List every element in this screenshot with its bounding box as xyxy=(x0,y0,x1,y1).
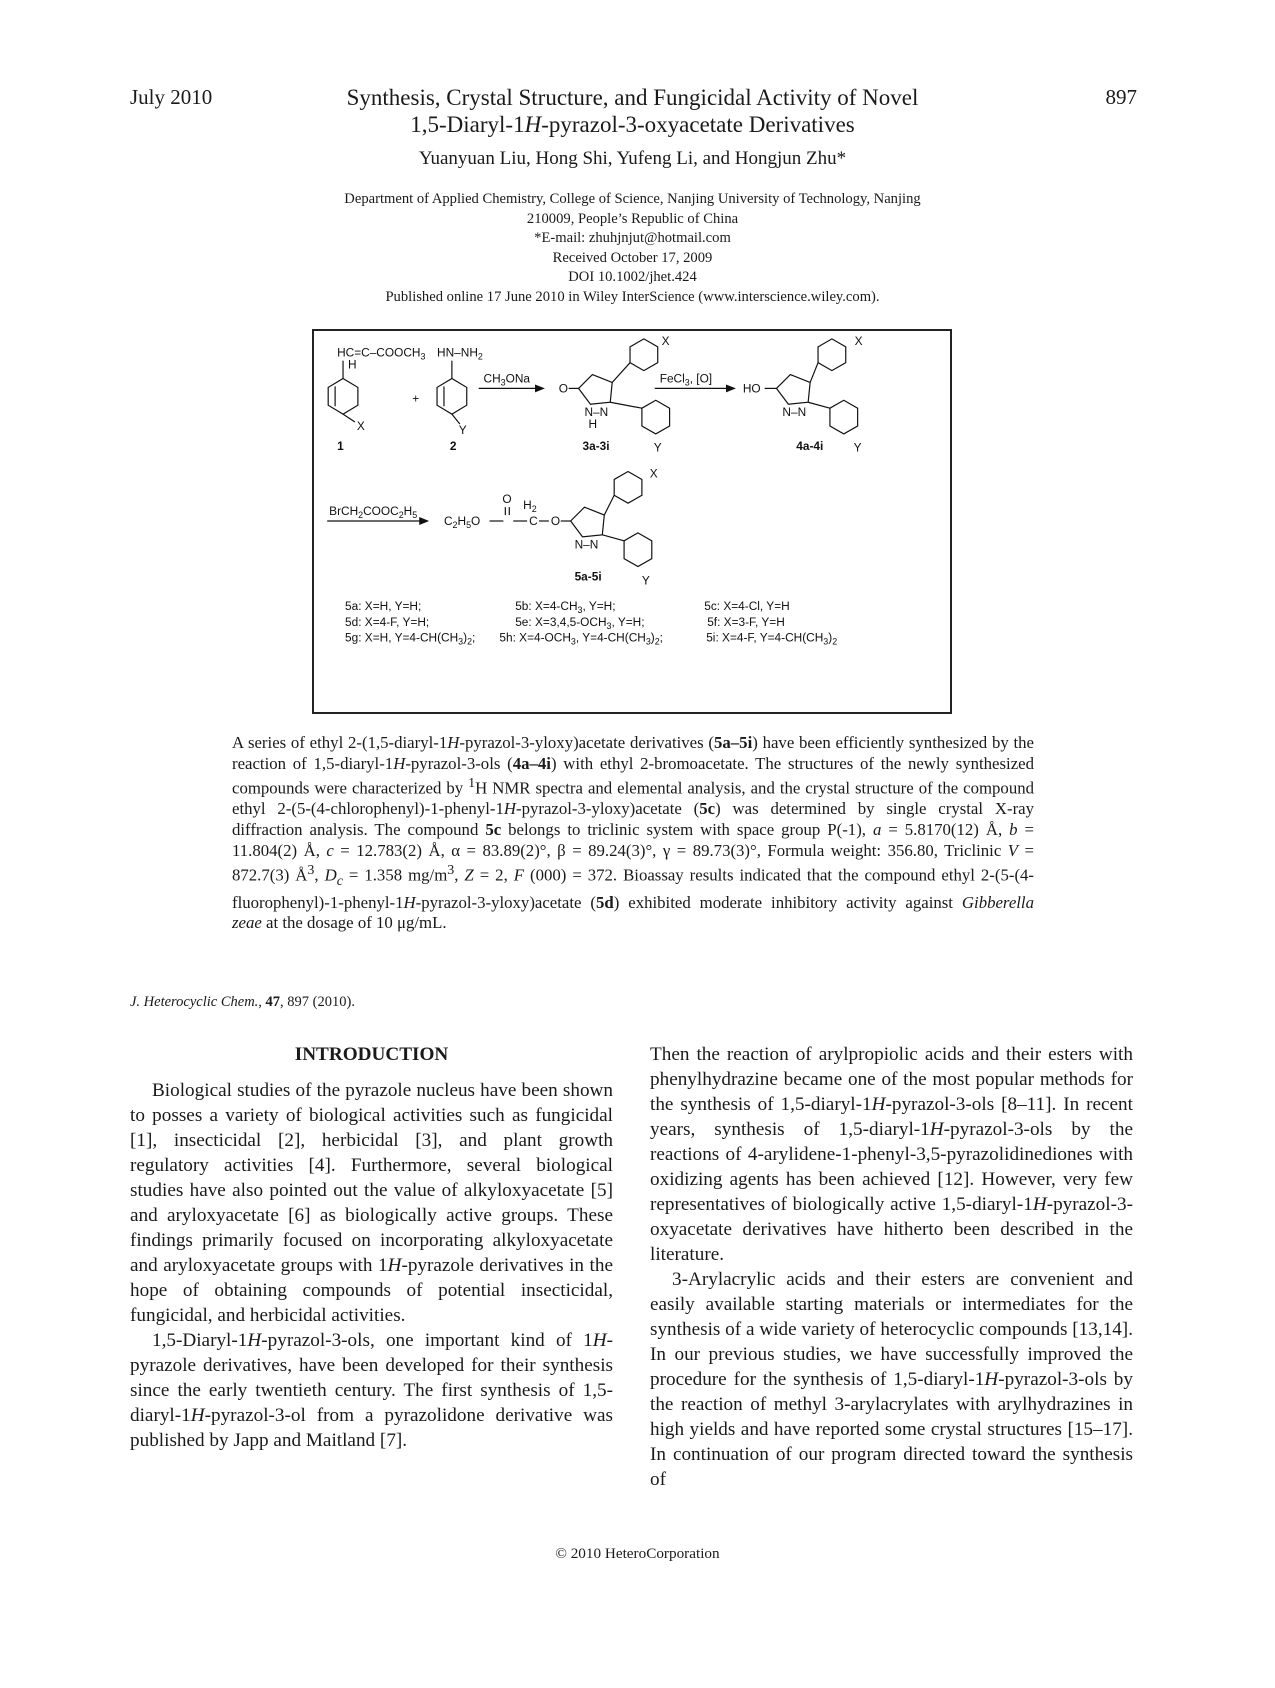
product3-n-aryl xyxy=(610,402,642,408)
published-online: Published online 17 June 2010 in Wiley InterScience (www.interscience.wiley.com). xyxy=(385,288,880,305)
paragraph-2: 1,5-Diaryl-1H-pyrazol-3-ols, one important kind of 1H-pyrazole derivatives, have been developed for their synthesis since the early twentieth century. The first synthesis of 1,5-diaryl-1H-pyrazol-3-ol from a pyrazolidone derivative was published by Japp and Maitland [7]. xyxy=(130,1330,613,1451)
reactant1-x: X xyxy=(356,418,365,433)
product3-y: Y xyxy=(653,440,662,455)
methylene-h2: $H_2$ xyxy=(523,498,537,515)
journal-citation: J. Heterocyclic Chem., 47, 897 (2010). xyxy=(130,994,355,1010)
product5-y: Y xyxy=(641,573,650,588)
reactant2-formula: $HN-NH_2$ xyxy=(437,345,483,362)
carbonyl-o: O xyxy=(502,492,512,507)
arrow-1-head xyxy=(535,384,545,392)
reactant2-y: Y xyxy=(458,422,467,437)
product4-x: X xyxy=(854,333,863,348)
reactant1-h: H xyxy=(347,357,357,372)
compound-row-3: 5g: X=H, $Y=4-CH(CH_3)_2$; 5h: $X=4-OCH_3$, $Y=4-CH(CH_3)_2$; 5i: X=4-F, $Y=4-CH(CH_3)_2$ xyxy=(345,630,838,647)
pyrazole-ring-5 xyxy=(571,507,605,537)
reaction-scheme-drawing xyxy=(314,331,950,712)
email: *E-mail: zhuhjnjut@hotmail.com xyxy=(534,230,731,247)
compound-id-5: 5a-5i xyxy=(574,569,602,584)
affiliation-line1: Department of Applied Chemistry, College of Science, Nanjing University of Technology, Nanjing xyxy=(344,191,921,207)
body-column-left xyxy=(130,1042,613,1453)
title-block xyxy=(250,84,1015,170)
product5-aryl-y-ring xyxy=(624,533,652,567)
paragraph-1: Biological studies of the pyrazole nucleus have been shown to posses a variety of biological activities such as fungicidal [1], insecticidal [2], herbicidal [3], and plant growth regulatory activities [4]. Furthermore, several biological studies have also pointed out the value of alkyloxyacetate [5] and aryloxyacetate [6] as biologically active groups. These findings primarily focused on incorporating alkyloxyacetate and aryloxyacetate groups with 1H-pyrazole derivatives in the hope of obtaining compounds of potential insecticidal, fungicidal, and herbicidal activities. xyxy=(130,1080,613,1326)
section-heading: INTRODUCTION xyxy=(294,1044,449,1065)
benzene-ring-2 xyxy=(437,379,467,415)
reagent-1: $CH_3ONa$ xyxy=(483,371,531,388)
running-date: July 2010 xyxy=(130,85,213,109)
arrow-2-head xyxy=(726,384,736,392)
compound-id-2: 2 xyxy=(449,438,457,453)
compound-id-1: 1 xyxy=(337,438,344,453)
product3-x: X xyxy=(661,333,670,348)
ring1-sub xyxy=(343,414,355,422)
product4-nn: N–N xyxy=(782,405,807,420)
doi: DOI 10.1002/jhet.424 xyxy=(568,269,697,286)
copyright-footer: © 2010 HeteroCorporation xyxy=(555,1545,720,1562)
product4-y: Y xyxy=(853,440,862,455)
benzene-ring-1 xyxy=(328,379,358,415)
article-title-line2: 1,5-Diaryl-1H-pyrazol-3-oxyacetate Derivatives xyxy=(410,112,855,137)
arrow-3-head xyxy=(419,517,429,525)
product4-n-aryl xyxy=(808,402,830,408)
product3-aryl-bond xyxy=(612,363,630,383)
received-date: Received October 17, 2009 xyxy=(552,249,713,266)
product4-aryl-y-ring xyxy=(830,400,858,434)
authors: Yuanyuan Liu, Hong Shi, Yufeng Li, and Hongjun Zhu* xyxy=(418,148,847,169)
ether-o: O xyxy=(550,513,561,528)
compound-id-4: 4a-4i xyxy=(796,438,824,453)
product4-aryl-x-ring xyxy=(818,339,846,371)
paragraph-4: 3-Arylacrylic acids and their esters are convenient and easily available starting materials or intermediates for the synthesis of a wide variety of heterocyclic compounds [13,14]. In our previous studies, we have successfully improved the procedure for the synthesis of 1,5-diaryl-1H-pyrazol-3-ols by the reaction of methyl 3-arylacrylates with arylhydrazines in high yields and have reported some crystal structures [15–17]. In continuation of our program directed toward the synthesis of xyxy=(650,1269,1133,1490)
paragraph-3: Then the reaction of arylpropiolic acids and their esters with phenylhydrazine became one of the most popular methods for the synthesis of 1,5-diaryl-1H-pyrazol-3-ols [8–11]. In recent years, synthesis of 1,5-diaryl-1H-pyrazol-3-ols by the reactions of 4-arylidene-1-phenyl-3,5-pyrazolidinediones with oxidizing agents has been achieved [12]. However, very few representatives of biologically active 1,5-diaryl-1H-pyrazol-3-oxyacetate derivatives have hitherto been described in the literature. xyxy=(650,1044,1133,1265)
reaction-scheme xyxy=(312,329,952,714)
pyrazolidone-ring xyxy=(579,375,613,405)
article-title-line1: Synthesis, Crystal Structure, and Fungicidal Activity of Novel xyxy=(346,85,919,110)
reagent-3: $BrCH_2COOC_2H_5$ xyxy=(329,504,418,521)
page-number: 897 xyxy=(1105,85,1137,109)
product3-aryl-x-ring xyxy=(630,339,658,371)
compound-row-1: 5a: X=H, Y=H; 5b: $X=4-CH_3$, Y=H; 5c: X=4-Cl, Y=H xyxy=(345,599,790,616)
product4-ho: HO xyxy=(742,381,761,396)
product3-aryl-y-ring xyxy=(642,400,670,434)
compound-row-2: 5d: X=4-F, Y=H; 5e: $X=3,4,5-OCH_3$, Y=H; 5f: X=3-F, Y=H xyxy=(345,614,785,631)
product5-nn: N–N xyxy=(574,537,599,552)
affiliation xyxy=(250,190,1015,308)
product5-x: X xyxy=(649,466,658,481)
methylene-c: C xyxy=(529,513,538,528)
abstract: A series of ethyl 2-(1,5-diaryl-1H-pyrazol-3-yloxy)acetate derivatives (5a–5i) have been efficiently synthesized by the reaction of 1,5-diaryl-1H-pyrazol-3-ols (4a–4i) with ethyl 2-bromoacetate. The structures of the newly synthesized compounds were characterized by $^1$H NMR spectra and elemental analysis, and the crystal structure of the compound ethyl 2-(5-(4-chlorophenyl)-1-phenyl-1H-pyrazol-3-yloxy)acetate (5c) was determined by single crystal X-ray diffraction analysis. The compound 5c belongs to triclinic system with space group P(-1), a = 5.8170(12) Å, b = 11.804(2) Å, c = 12.783(2) Å, α = 83.89(2)°, β = 89.24(3)°, γ = 89.73(3)°, Formula weight: 356.80, Triclinic V = 872.7(3) $Å^3$, $D_c = 1.358$ $mg/m^3$, Z = 2, F (000) = 372. Bioassay results indicated that the compound ethyl 2-(5-(4-fluorophenyl)-1-phenyl-1H-pyrazol-3-yloxy)acetate (5d) exhibited moderate inhibitory activity against Gibberella zeae at the dosage of 10 μg/mL. xyxy=(232,733,1035,933)
product4-aryl-bond xyxy=(810,363,818,383)
pyrazole-ring-4 xyxy=(776,375,810,405)
affiliation-line2: 210009, People’s Republic of China xyxy=(526,210,739,227)
product3-o: O xyxy=(558,381,569,396)
product5-n-aryl xyxy=(602,535,624,541)
product5-aryl-x-ring xyxy=(614,472,642,504)
reactant1-formula: $HC=C-COOCH_3$ xyxy=(337,345,426,362)
product5-aryl-bond xyxy=(604,495,614,515)
compound-id-3: 3a-3i xyxy=(582,438,610,453)
ethyl-ester: $C_2H_5O$ xyxy=(443,513,481,530)
product3-nn: N–N xyxy=(584,405,609,420)
reagent-2: FeCl$_3$, [O] xyxy=(659,371,713,388)
body-column-right xyxy=(650,1042,1133,1492)
plus-sign: + xyxy=(412,391,420,406)
product3-nh: H xyxy=(588,416,598,431)
